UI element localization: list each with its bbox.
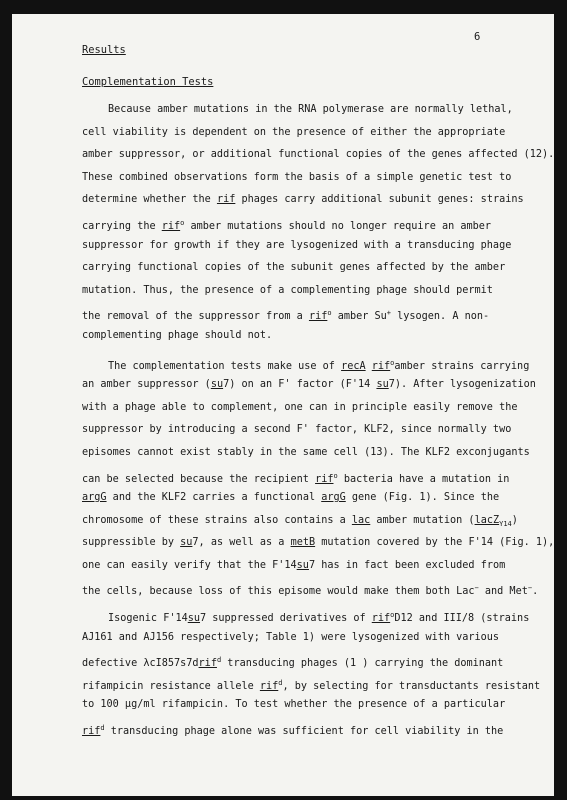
text-line: carrying functional copies of the subunit genes affected by the amber: [82, 262, 506, 274]
text-line: carrying the rif$^o$ amber mutations should no longer require an amber: [82, 218, 492, 232]
text-line: The complementation tests make use of recA rif$^o$amber strains carrying: [108, 358, 530, 372]
text-line: chromosome of these strains also contains a lac amber mutation (lacZ$_{Y14}$): [82, 514, 518, 528]
body-text: [82, 99, 555, 740]
text-line: Isogenic F'14su7 suppressed derivatives of rif$^o$D12 and III/8 (strains: [108, 611, 530, 625]
text-line: suppressible by su7, as well as a metB mutation covered by the F'14 (Fig. 1),: [82, 537, 555, 549]
text-line: AJ161 and AJ156 respectively; Table 1) were lysogenized with various: [82, 631, 500, 643]
text-line: rif$^d$ transducing phage alone was sufficient for cell viability in the: [82, 724, 504, 738]
subsection-heading: Complementation Tests: [82, 76, 214, 88]
text-line: rifampicin resistance allele rif$^d$, by selecting for transductants resistant: [82, 678, 541, 692]
text-line: episomes cannot exist stably in the same cell (13). The KLF2 exconjugants: [82, 446, 530, 458]
text-line: argG and the KLF2 carries a functional argG gene (Fig. 1). Since the: [82, 492, 500, 504]
text-line: amber suppressor, or additional functional copies of the genes affected (12).: [82, 149, 555, 161]
text-line: suppressor for growth if they are lysogenized with a transducing phage: [82, 239, 512, 251]
text-line: an amber suppressor (su7) on an F' factor (F'14 su7). After lysogenization: [82, 379, 536, 391]
text-line: one can easily verify that the F'14su7 has in fact been excluded from: [82, 559, 506, 571]
text-line: suppressor by introducing a second F' factor, KLF2, since normally two: [82, 424, 512, 436]
text-line: the cells, because loss of this episome would make them both Lac− and Met−.: [82, 584, 539, 598]
text-line: to 100 μg/ml rifampicin. To test whether the presence of a particular: [82, 699, 506, 711]
document-page: [12, 14, 554, 796]
text-line: defective λcI857s7drif$^d$ transducing phages (1 ) carrying the dominant: [82, 656, 504, 670]
text-line: can be selected because the recipient rif$^o$ bacteria have a mutation in: [82, 471, 510, 485]
text-line: mutation. Thus, the presence of a complementing phage should permit: [82, 284, 493, 296]
text-line: cell viability is dependent on the presence of either the appropriate: [82, 126, 506, 138]
text-line: with a phage able to complement, one can in principle easily remove the: [82, 401, 518, 413]
text-line: complementing phage should not.: [82, 329, 273, 341]
text-line: the removal of the suppressor from a rif$^o$ amber Su+ lysogen. A non-: [82, 309, 490, 323]
text-line: These combined observations form the basis of a simple genetic test to: [82, 171, 512, 183]
text-line: Because amber mutations in the RNA polymerase are normally lethal,: [108, 104, 513, 115]
text-line: determine whether the rif phages carry additional subunit genes: strains: [82, 194, 524, 206]
page-number: 6: [474, 31, 481, 43]
section-heading: Results: [82, 44, 126, 56]
